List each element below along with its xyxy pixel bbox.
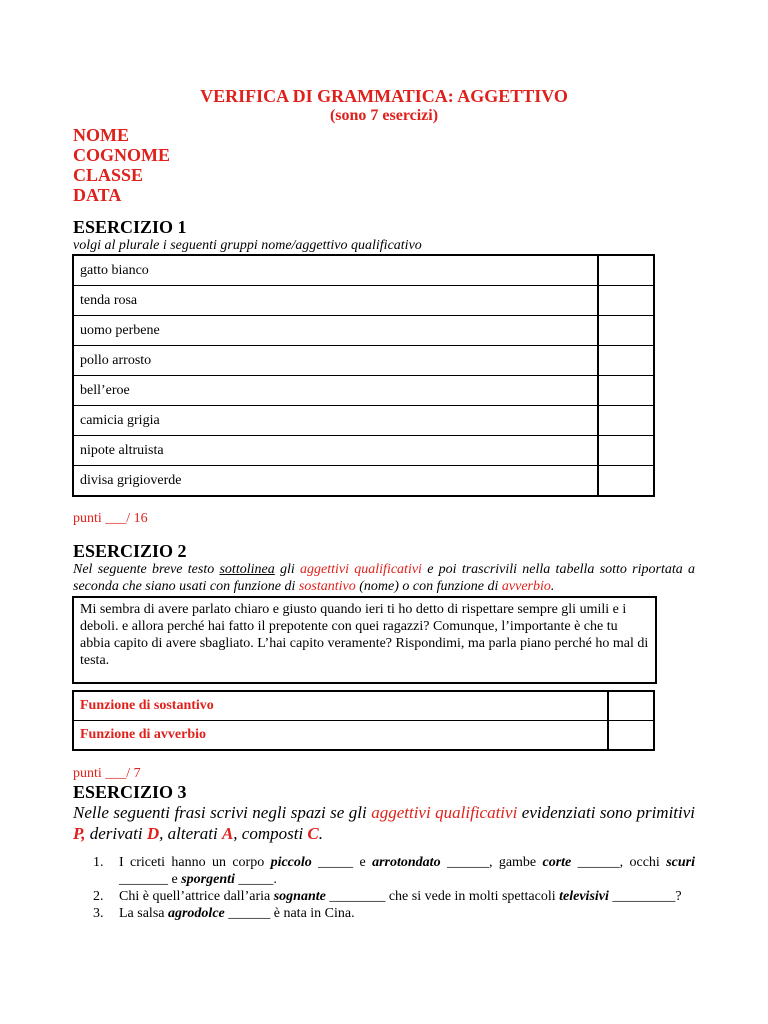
exercise1-instruction: volgi al plurale i seguenti gruppi nome/aggettivo qualificativo [73,238,422,253]
exercise2-score: punti ___/ 7 [73,766,141,781]
exercise1-table [72,254,655,497]
field-nome: NOME [73,125,129,145]
table-cell-label: camicia grigia [73,406,598,436]
page-title: VERIFICA DI GRAMMATICA: AGGETTIVO [200,86,568,106]
list-item: 1. I criceti hanno un corpo piccolo _____ e arrotondato ______, gambe corte ______, occhi scuri _______ e sporgenti _____. [93,855,695,887]
exercise2-text-box: Mi sembra di avere parlato chiaro e giusto quando ieri ti ho detto di rispettare sempre gli umili e i deboli. e allora perché hai fatto il prepotente con quei ragazzi? Comunque, l’importante è che tu abbia capito di avere sbagliato. L’hai capito veramente? Rispondimi, ma parla piano perché ho mal di testa. [72,596,657,684]
exercise2-table [72,690,655,751]
page-subtitle: (sono 7 esercizi) [329,107,439,124]
table-row [73,721,654,751]
table-row [73,346,654,376]
field-cognome: COGNOME [73,145,170,165]
table-cell-label: pollo arrosto [73,346,598,376]
exercise2-instruction: Nel seguente breve testo sottolinea gli aggettivi qualificativi e poi trascrivili nella tabella sotto riportata a seconda che siano usati con funzione di sostantivo (nome) o con funzione di avverbio. [73,562,696,594]
table-cell-label: nipote altruista [73,436,598,466]
underlined-word: sottolinea [219,562,275,577]
table-row [73,255,654,286]
table-row [73,691,654,721]
exercise3-instruction: Nelle seguenti frasi scrivi negli spazi se gli aggettivi qualificativi evidenziati sono primitivi P, derivati D, alterati A, composti C. [73,803,696,843]
list-item: 2. Chi è quell’attrice dall’aria sognante ________ che si vede in molti spettacoli televisivi _________? [93,889,682,904]
answer-cell[interactable] [608,721,654,751]
list-item: 3. La salsa agrodolce ______ è nata in Cina. [93,906,355,921]
student-info [73,125,170,205]
answer-cell[interactable] [598,436,654,466]
table-cell-label: bell’eroe [73,376,598,406]
exercise3-heading: ESERCIZIO 3 [73,782,187,802]
answer-cell[interactable] [598,376,654,406]
table-row [73,316,654,346]
answer-cell[interactable] [598,255,654,286]
table-row [73,436,654,466]
exercise1-heading: ESERCIZIO 1 [73,217,187,237]
exercise2-heading: ESERCIZIO 2 [73,541,187,561]
answer-cell[interactable] [598,406,654,436]
table-cell-label: uomo perbene [73,316,598,346]
table-row [73,466,654,497]
answer-cell[interactable] [598,316,654,346]
field-data: DATA [73,185,122,205]
table-cell-label: tenda rosa [73,286,598,316]
exercise1-score: punti ___/ 16 [73,511,148,526]
table-cell-label: Funzione di sostantivo [73,691,608,721]
table-cell-label: Funzione di avverbio [73,721,608,751]
exercise3-list [93,854,695,922]
table-row [73,286,654,316]
table-cell-label: gatto bianco [73,255,598,286]
table-cell-label: divisa grigioverde [73,466,598,497]
answer-cell[interactable] [598,346,654,376]
answer-cell[interactable] [608,691,654,721]
answer-cell[interactable] [598,466,654,497]
answer-cell[interactable] [598,286,654,316]
field-classe: CLASSE [73,165,144,185]
table-row [73,376,654,406]
table-row [73,406,654,436]
